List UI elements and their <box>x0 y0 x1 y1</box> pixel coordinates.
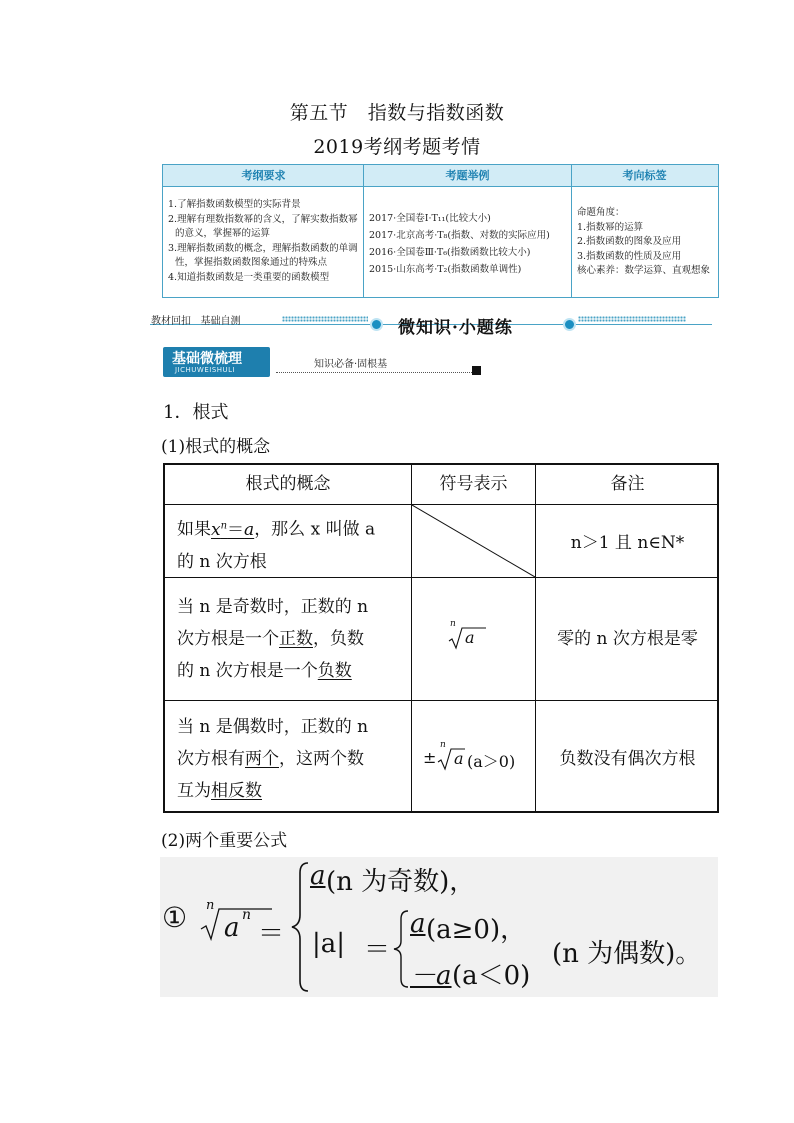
formula-case1-cond: (n 为奇数)， <box>326 867 476 897</box>
formula-inner-equals: ＝ <box>364 935 391 965</box>
formula-inner-case1-value: a <box>410 909 426 939</box>
row3-concept: 当 n 是偶数时，正数的 n 次方根有两个，这两个数 互为相反数 <box>177 717 369 801</box>
example-item: 2015·山东高考·T₂(指数函数单调性) <box>369 264 522 275</box>
section-badge-sub: 知识必备·固根基 <box>314 359 388 370</box>
formula-radicand-exp: n <box>242 907 252 923</box>
row1-concept: 如果$x^n=a$，那么 x 叫做 a 的 n 次方根 <box>177 519 376 572</box>
page-subtitle: 2019考纲考题考情 <box>313 136 481 158</box>
page-title: 第五节 指数与指数函数 <box>289 102 505 124</box>
exam-header-examples: 考题举例 <box>364 165 571 187</box>
row3-symbol-pm-nth-root: ± n a (a＞0) <box>423 740 516 771</box>
section-badge-label: 基础微梳理 <box>172 351 242 367</box>
exam-header-requirements: 考纲要求 <box>163 165 364 187</box>
row1-remark: n＞1 且 n∈N* <box>570 533 685 553</box>
banner-title: 微知识·小题练 <box>398 318 513 338</box>
formula-root-index: n <box>206 898 215 913</box>
banner-dots-left <box>282 316 368 322</box>
formula-number: ① <box>162 901 188 934</box>
exam-tags-list <box>577 187 717 297</box>
table-header-concept: 根式的概念 <box>245 474 331 494</box>
formula-abs-expr: |a| <box>312 929 346 959</box>
table-header-symbol: 符号表示 <box>439 474 508 494</box>
exam-examples-list <box>369 187 569 297</box>
formula-inner-case2-cond: (a＜0) <box>452 961 531 991</box>
row2-remark: 零的 n 次方根是零 <box>557 629 698 649</box>
tag-item: 3.指数函数的性质及应用 <box>577 250 682 262</box>
tag-item: 命题角度： <box>577 207 625 218</box>
section-heading: 1．根式 <box>163 402 229 423</box>
formula-box <box>160 857 718 997</box>
requirement-item: 3.理解指数函数的概念，理解指数函数的单调性，掌握指数函数图象通过的特殊点 <box>168 242 358 268</box>
banner-left-text: 教材回扣 基础自测 <box>151 316 241 327</box>
subsection-heading: (1)根式的概念 <box>161 437 271 457</box>
banner-dots-right <box>578 316 686 322</box>
banner-dot-left-icon <box>370 318 383 331</box>
exam-header-tags: 考向标签 <box>571 165 718 187</box>
section-badge-pinyin: JICHUWEISHULI <box>175 366 236 374</box>
formula-outer-cond: (n 为偶数)。 <box>552 939 702 969</box>
formula-radicand-base: a <box>224 913 240 943</box>
requirement-item: 2.理解有理数指数幂的含义，了解实数指数幂的意义，掌握幂的运算 <box>168 213 358 239</box>
requirement-item: 1.了解指数函数模型的实际背景 <box>168 199 301 210</box>
row3-remark: 负数没有偶次方根 <box>559 749 696 769</box>
formula-inner-brace-icon <box>390 909 412 989</box>
formula-brace-icon <box>288 861 312 993</box>
example-item: 2016·全国卷Ⅲ·T₆(指数函数比较大小) <box>369 247 531 258</box>
badge-end-square-icon <box>472 366 481 375</box>
tag-item: 2.指数函数的图象及应用 <box>577 236 682 247</box>
section-badge <box>163 347 270 377</box>
tag-item: 1.指数幂的运算 <box>577 221 644 233</box>
formula-equals: ＝ <box>258 919 285 949</box>
row1-symbol-empty-diagonal <box>412 505 535 577</box>
exam-requirements-list <box>168 187 360 297</box>
formula-inner-case1-cond: (a≥0)， <box>426 915 527 945</box>
subsection-heading: (2)两个重要公式 <box>161 831 288 851</box>
exam-summary-table <box>162 164 719 298</box>
formula-case1-value: a <box>310 861 326 891</box>
example-item: 2017·全国卷Ⅰ·T₁₁(比较大小) <box>369 213 491 224</box>
formula-inner-case2-value: －a <box>410 961 452 991</box>
badge-dotted-line <box>276 372 472 373</box>
requirement-item: 4.知道指数函数是一类重要的函数模型 <box>168 271 330 283</box>
tag-item: 核心素养：数学运算、直观想象 <box>577 265 711 276</box>
banner-dot-right-icon <box>563 318 576 331</box>
radical-concept-table <box>163 463 719 813</box>
table-header-remark: 备注 <box>610 474 645 494</box>
row2-concept: 当 n 是奇数时，正数的 n 次方根是一个正数，负数 的 n 次方根是一个负数 <box>177 597 369 681</box>
example-item: 2017·北京高考·T₈(指数、对数的实际应用) <box>369 230 550 241</box>
row2-symbol-nth-root: n a <box>448 620 498 656</box>
